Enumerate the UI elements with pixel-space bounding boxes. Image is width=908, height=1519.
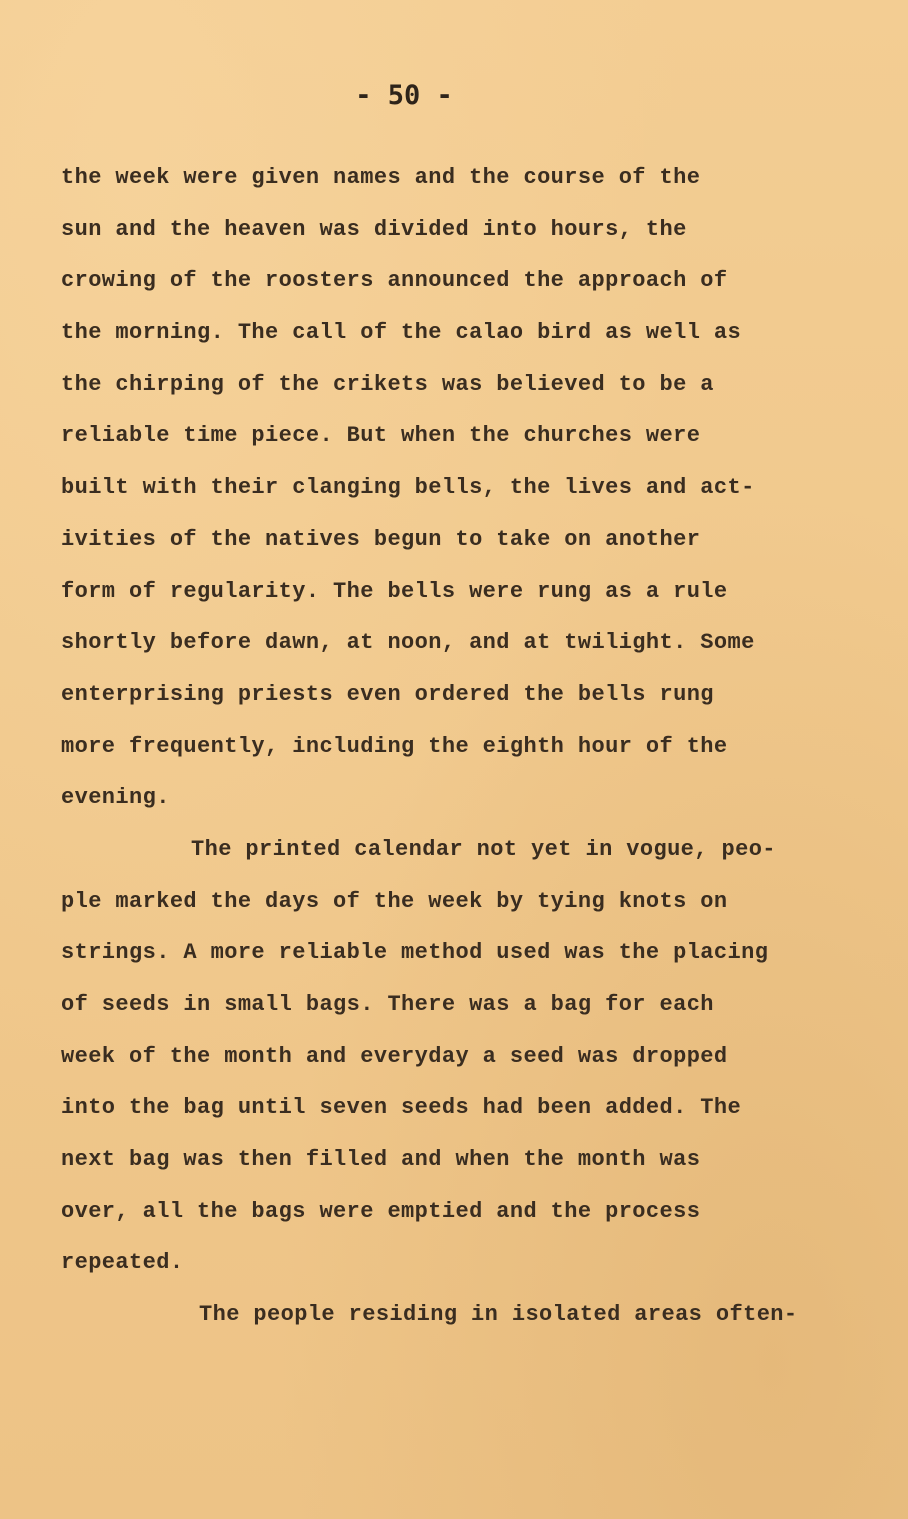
text-line: enterprising priests even ordered the bells rung [61,681,714,707]
text-line: form of regularity. The bells were rung as a rule [61,578,728,604]
text-line: strings. A more reliable method used was the placing [61,940,769,966]
text-line: crowing of the roosters announced the approach of [61,268,728,294]
text-line: The people residing in isolated areas often- [199,1302,798,1328]
text-line: repeated. [61,1250,184,1276]
text-line: reliable time piece. But when the churches were [61,423,701,449]
text-line: of seeds in small bags. There was a bag for each [61,992,714,1017]
text-line: week of the month and everyday a seed was dropped [61,1043,728,1069]
text-line: the week were given names and the course of the [61,165,701,190]
paragraph-3 [61,1289,861,1341]
text-line: over, all the bags were emptied and the process [61,1198,701,1224]
text-line: the morning. The call of the calao bird as well as [61,320,742,346]
body-text [61,152,861,1341]
text-line: The printed calendar not yet in vogue, peo- [191,836,776,862]
text-line: the chirping of the crikets was believed to be a [61,371,714,397]
text-line: shortly before dawn, at noon, and at twilight. Some [61,630,755,656]
text-line: sun and the heaven was divided into hours, the [61,216,687,242]
text-line: ple marked the days of the week by tying knots on [61,888,728,914]
paragraph-2 [61,824,861,1289]
page-number: - 50 - [355,80,453,111]
text-line: more frequently, including the eighth hour of the [61,733,728,759]
text-line: ivities of the natives begun to take on another [61,526,701,552]
text-line: built with their clanging bells, the lives and act- [61,475,755,501]
paragraph-1 [61,152,861,824]
text-line: evening. [61,785,170,811]
text-line: next bag was then filled and when the month was [61,1147,701,1173]
text-line: into the bag until seven seeds had been added. The [61,1095,742,1121]
